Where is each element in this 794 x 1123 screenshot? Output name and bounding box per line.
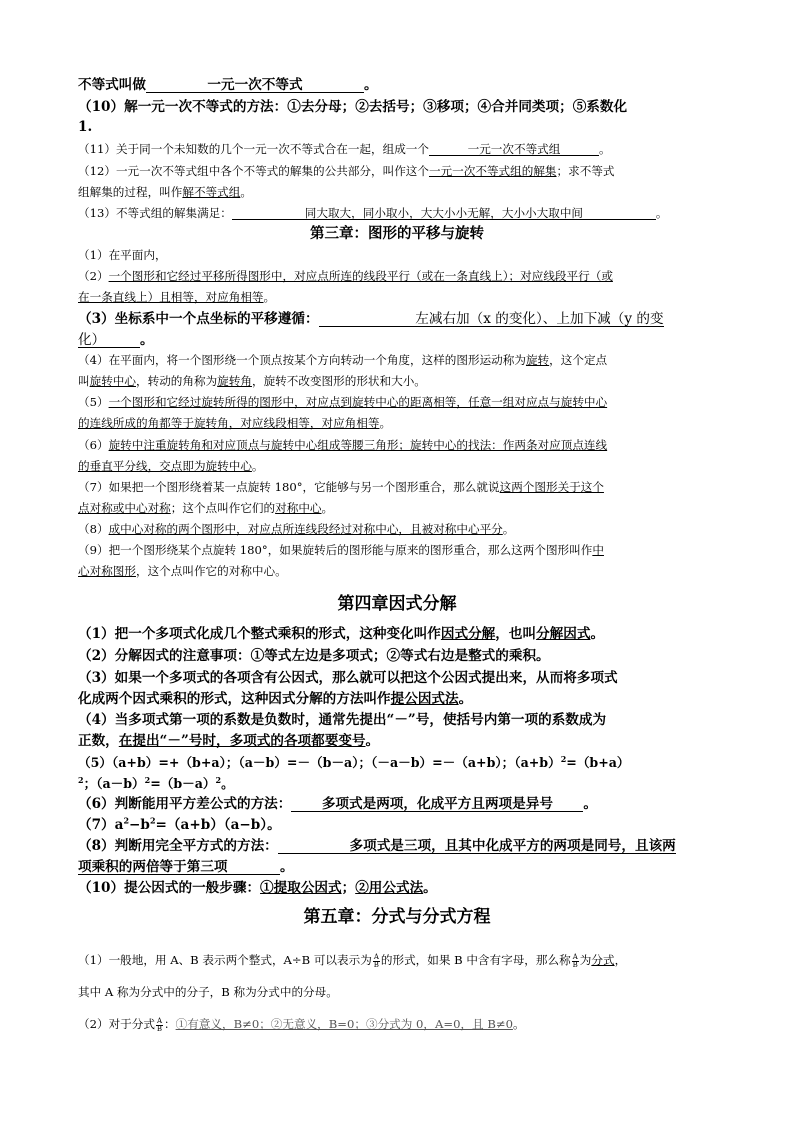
ch2-line-2b: 1. xyxy=(78,119,93,135)
ch3-p7: （7）如果把一个图形绕着某一点旋转 180°，它能够与另一个图形重合，那么就说这两个图形关于这个 xyxy=(78,480,604,494)
ch3-p2b: 在一条直线上）且相等，对应角相等。 xyxy=(78,290,276,304)
fill-blank: 左减右加（x 的变化）、上加下减（y 的变 xyxy=(319,312,664,327)
fraction-a-over-b: $\frac{A}{B}$ xyxy=(156,1016,163,1033)
ch4-p4b: 正数，在提出“－”号时，多项式的各项都要变号。 xyxy=(78,733,380,749)
ch3-p8: （8）成中心对称的两个图形中，对应点所连线段经过对称中心，且被对称中心平分。 xyxy=(78,522,515,536)
ch3-p4: （4）在平面内，将一个图形绕一个顶点按某个方向转动一个角度，这样的图形运动称为旋转，这个定点 xyxy=(78,353,608,367)
ch2-line-5: 组解集的过程，叫作解不等式组。 xyxy=(78,185,252,199)
ch3-p4b: 叫旋转中心，转动的角称为旋转角，旋转不改变图形的形状和大小。 xyxy=(78,374,426,388)
ch5-p1b: 其中 A 称为分式中的分子，B 称为分式中的分母。 xyxy=(78,985,338,999)
ch4-p3b: 化成两个因式乘积的形式，这种因式分解的方法叫作提公因式法。 xyxy=(78,691,473,707)
fill-blank: 多项式是两项，化成平方且两项是异号 xyxy=(291,797,583,812)
ch3-p3b: 化） 。 xyxy=(78,332,154,348)
ch2-line-2: （10）解一元一次不等式的方法：①去分母；②去括号；③移项；④合并同类项；⑤系数化 xyxy=(78,99,628,115)
ch4-p1: （1）把一个多项式化成几个整式乘积的形式，这种变化叫作因式分解，也叫分解因式。 xyxy=(78,626,605,642)
ch3-p2: （2）一个图形和它经过平移所得图形中，对应点所连的线段平行（或在一条直线上）；对应线段平行（或 xyxy=(78,269,613,283)
fill-blank: 化） xyxy=(78,333,140,348)
ch3-p6b: 的垂直平分线，交点即为旋转中心。 xyxy=(78,459,264,473)
chapter-5-title: 第五章：分式与分式方程 xyxy=(303,907,491,927)
ch2-line-3: （11）关于同一个未知数的几个一元一次不等式合在一起，组成一个 一元一次不等式组 。 xyxy=(78,142,611,156)
fraction-a-over-b: $\frac{A}{B}$ xyxy=(572,952,578,969)
ch3-p9: （9）把一个图形绕某个点旋转 180°，如果旋转后的图形能与原来的图形重合，那么这两个图形叫作中 xyxy=(78,543,604,557)
ch4-p5: （5）（a+b）=+（b+a）；（a－b）=－（b－a）；（－a－b）=－（a+b）；$(a+b)^2=(b+a)$ xyxy=(78,753,630,770)
ch4-p5b: $^2$；$(a-b)^2=(b-a)^2$。 xyxy=(78,774,234,791)
fill-blank: 多项式是三项，且其中化成平方的两项是同号，且该两 xyxy=(278,839,676,854)
ch4-p8: （8）判断用完全平方式的方法： 多项式是三项，且其中化成平方的两项是同号，且该两 xyxy=(78,838,676,854)
ch2-line-6: （13）不等式组的解集满足： 同大取大，同小取小，大大小小无解，大小小大取中间 。 xyxy=(78,206,668,220)
fill-blank: 一元一次不等式组 xyxy=(429,143,599,156)
ch2-line-4: （12）一元一次不等式组中各个不等式的解集的公共部分，叫作这个一元一次不等式组的解集；求不等式 xyxy=(78,164,615,178)
ch4-p6: （6）判断能用平方差公式的方法： 多项式是两项，化成平方且两项是异号 。 xyxy=(78,796,597,812)
fraction-a-over-b: $\frac{A}{B}$ xyxy=(373,952,379,969)
ch4-p3: （3）如果一个多项式的各项含有公因式，那么就可以把这个公因式提出来，从而将多项式 xyxy=(78,670,618,686)
ch3-p9b: 心对称图形，这个点叫作它的对称中心。 xyxy=(78,564,287,578)
ch5-p1: （1）一般地，用 A、B 表示两个整式，A÷B 可以表示为 $\frac{A}{B}$ 的形式，如果 B 中含有字母，那么称 $\frac{A}{B}$ 为分式， xyxy=(78,952,627,969)
fill-blank: 一元一次不等式 xyxy=(146,78,364,93)
ch2-line-1: 不等式叫做 一元一次不等式 。 xyxy=(78,77,378,93)
ch4-p7: $(7)a^2-b^2=(a+b)(a-b)$。 xyxy=(78,816,281,833)
ch4-p4: （4）当多项式第一项的系数是负数时，通常先提出“－”号，使括号内第一项的系数成为 xyxy=(78,712,607,728)
ch3-p1: （1）在平面内， xyxy=(78,248,167,262)
chapter-3-title: 第三章：图形的平移与旋转 xyxy=(310,225,484,242)
ch3-p6: （6）旋转中注重旋转角和对应顶点与旋转中心组成等腰三角形；旋转中心的找法：作两条对应顶点连线 xyxy=(78,438,608,452)
chapter-4-title: 第四章因式分解 xyxy=(337,594,457,614)
ch5-p2: （2）对于分式 $\frac{A}{B}$ ：①有意义，B≠0；②无意义，B=0；③分式为 0，A=0，且 B≠0。 xyxy=(78,1016,525,1033)
fill-blank: 同大取大，同小取小，大大小小无解，大小小大取中间 xyxy=(232,207,656,220)
ch3-p7b: 点对称或中心对称；这个点叫作它们的对称中心。 xyxy=(78,501,334,515)
ch4-p10: （10）提公因式的一般步骤：①提取公因式；②用公式法。 xyxy=(78,880,437,896)
ch3-p5: （5）一个图形和它经过旋转所得的图形中，对应点到旋转中心的距离相等，任意一组对应点与旋转中心 xyxy=(78,395,608,409)
ch4-p2: （2）分解因式的注意事项：①等式左边是多项式；②等式右边是整式的乘积。 xyxy=(78,648,550,664)
ch4-p8b: 项乘积的两倍等于第三项 。 xyxy=(78,859,294,875)
ch3-p5b: 的连线所成的角都等于旋转角，对应线段相等，对应角相等。 xyxy=(78,416,392,430)
ch3-p3: （3）坐标系中一个点坐标的平移遵循： 左减右加（x 的变化）、上加下减（y 的变 xyxy=(78,311,664,327)
fill-blank: 项乘积的两倍等于第三项 xyxy=(78,860,280,875)
